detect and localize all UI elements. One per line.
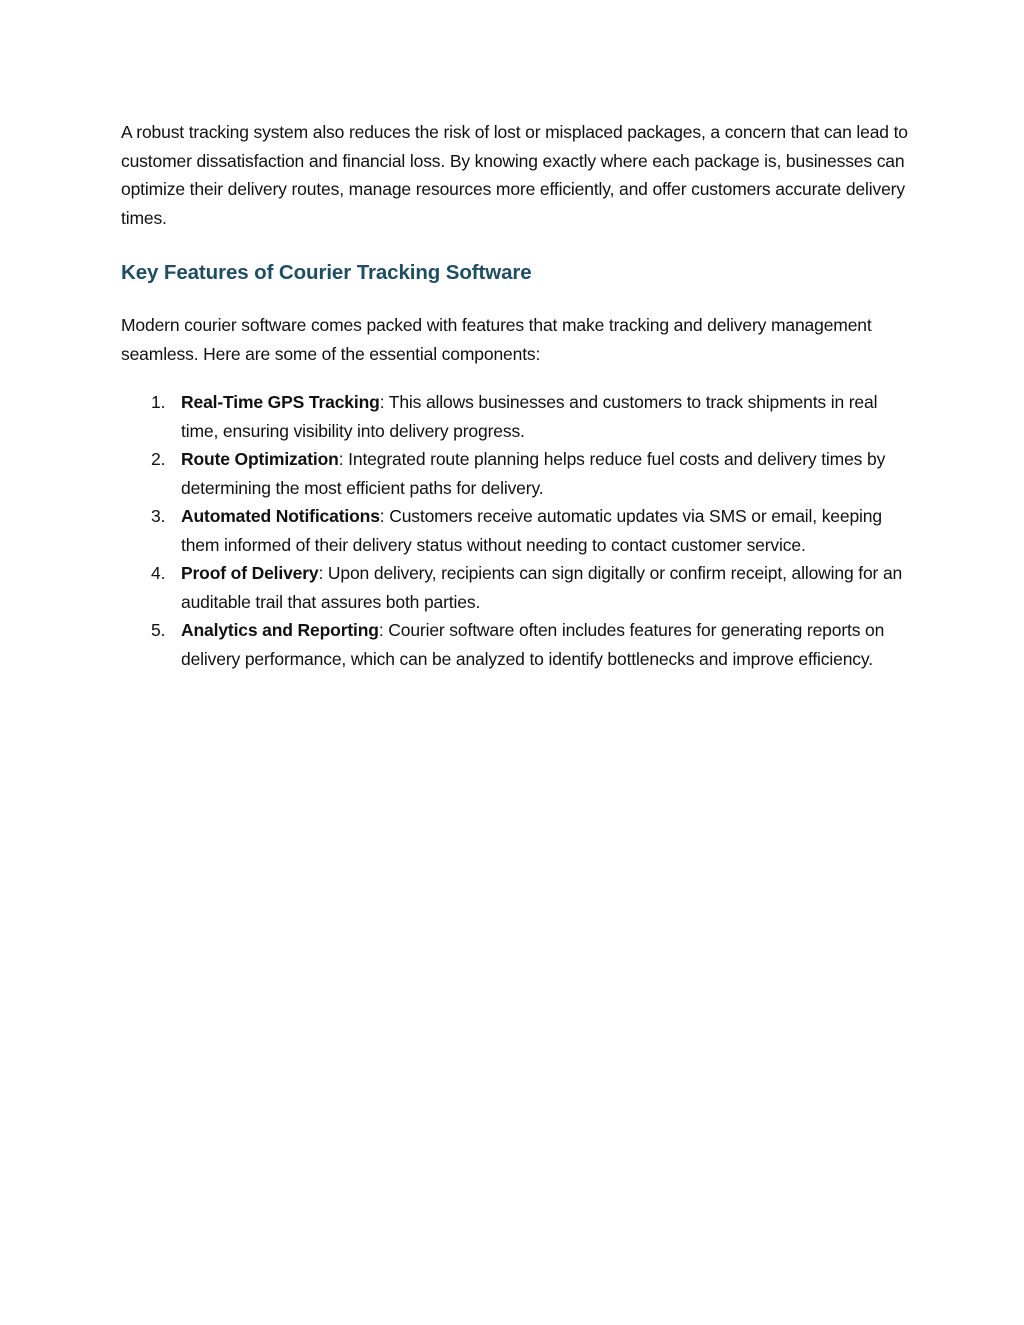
list-item-term: Real-Time GPS Tracking [181,392,380,412]
list-item-description: : This allows businesses and customers to track shipments in real time, ensuring visibility into delivery progress. [181,392,878,441]
feature-list [121,388,911,673]
list-item-number: 4. [151,563,166,583]
list-item [121,502,911,559]
list-item-term: Route Optimization [181,449,339,469]
list-item-term: Automated Notifications [181,506,380,526]
list-item-term: Analytics and Reporting [181,620,379,640]
list-item-description: : Integrated route planning helps reduce fuel costs and delivery times by determining the most efficient paths for delivery. [181,449,886,498]
body-paragraph: A robust tracking system also reduces the risk of lost or misplaced packages, a concern that can lead to customer dissatisfaction and financial loss. By knowing exactly where each package is, businesses can optimize their delivery routes, manage resources more efficiently, and offer customers accurate delivery times. [121,122,908,228]
list-item [121,445,911,502]
list-item-description: : Customers receive automatic updates via SMS or email, keeping them informed of their delivery status without needing to contact customer service. [181,506,882,555]
list-item-term: Proof of Delivery [181,563,319,583]
list-item-number: 3. [151,506,166,526]
list-item-number: 2. [151,449,166,469]
list-item-number: 1. [151,392,166,412]
list-item [121,388,911,445]
list-item [121,616,911,673]
list-item-description: : Courier software often includes features for generating reports on delivery performance, which can be analyzed to identify bottlenecks and improve efficiency. [181,620,885,669]
list-item [121,559,911,616]
page-content [121,118,911,673]
section-heading: Key Features of Courier Tracking Software [121,261,532,284]
list-item-description: : Upon delivery, recipients can sign digitally or confirm receipt, allowing for an auditable trail that assures both parties. [181,563,903,612]
intro-paragraph: Modern courier software comes packed with features that make tracking and delivery management seamless. Here are some of the essential components: [121,315,872,364]
list-item-number: 5. [151,620,166,640]
